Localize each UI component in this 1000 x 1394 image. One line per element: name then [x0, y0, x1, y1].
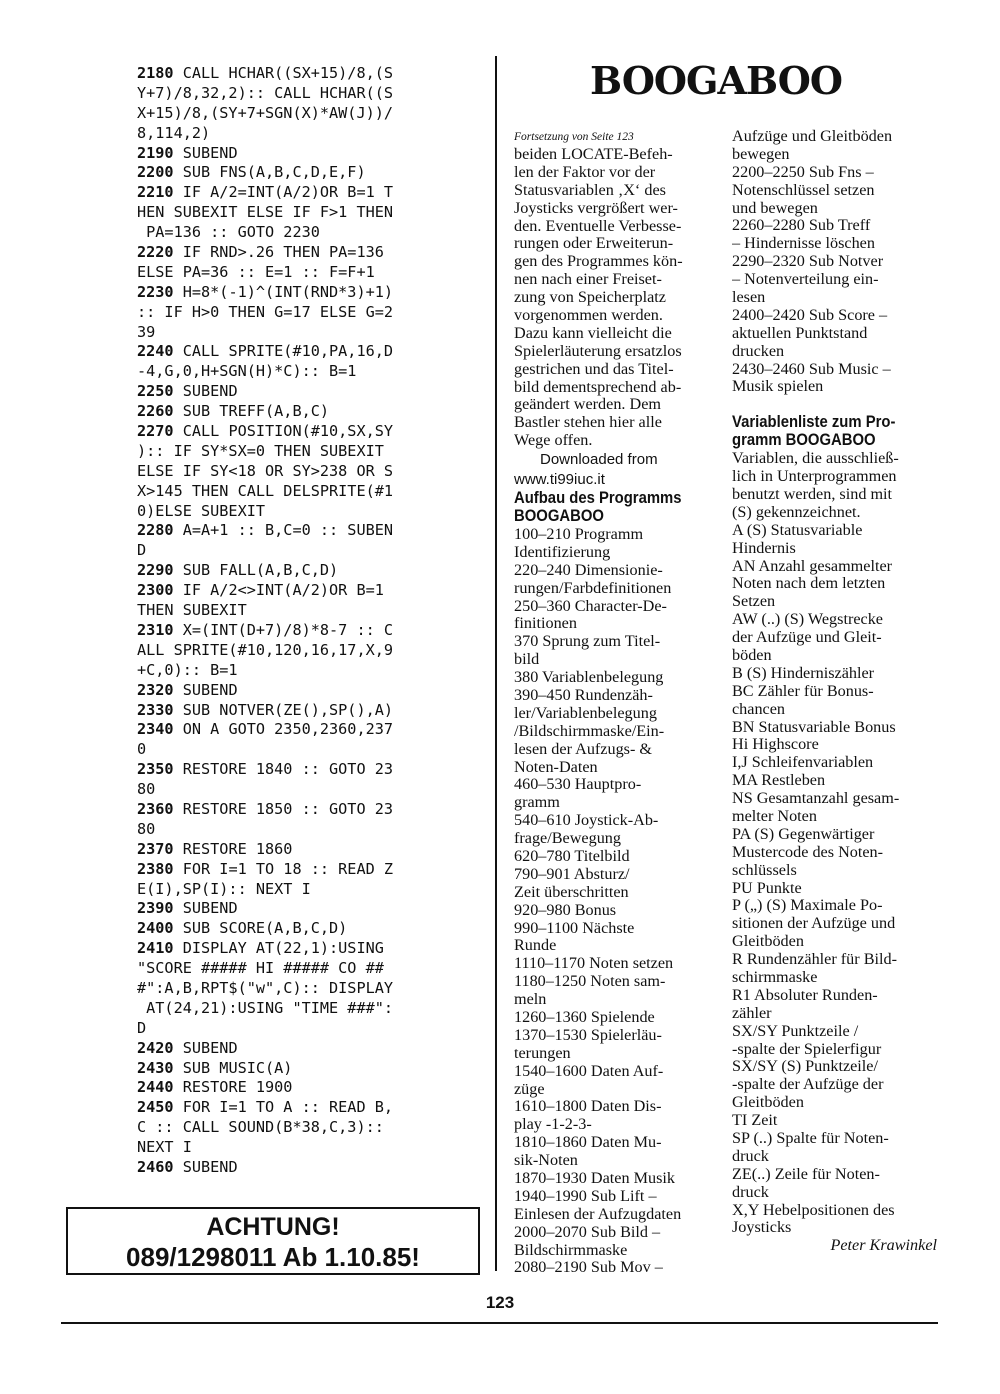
structure-line: 2260–2280 Sub Treff — [732, 217, 871, 235]
listing-line — [137, 860, 483, 880]
structure-line: 2000–2070 Sub Bild – — [514, 1223, 661, 1241]
intro-line: Spielerläuterung ersatzlos — [514, 342, 682, 360]
line-code: X+15)/8,(SY+7+SGN(X)*AW(J))/ — [137, 103, 394, 122]
line-number: 2440 — [137, 1078, 174, 1097]
listing-line — [137, 283, 483, 303]
line-number: 2230 — [137, 282, 174, 301]
intro-line: len der Faktor vor der — [514, 163, 656, 181]
structure-list — [514, 526, 718, 1277]
listing-line — [137, 899, 483, 919]
line-code: :: IF H>0 THEN G=17 ELSE G=2 — [137, 302, 394, 321]
variable-line: zähler — [732, 1004, 772, 1022]
line-number: 2400 — [137, 919, 174, 938]
listing-line — [137, 760, 483, 780]
line-number: 2350 — [137, 760, 174, 779]
structure-line: terungen — [514, 1044, 571, 1062]
line-code: "SCORE ##### HI ##### CO ## — [137, 959, 384, 978]
variable-line: R Rundenzähler für Bild- — [732, 951, 897, 969]
line-number: 2410 — [137, 939, 174, 958]
page-number: 123 — [485, 1293, 515, 1312]
variables-list — [732, 450, 937, 1237]
intro-line: vorgenommen werden. — [514, 307, 663, 325]
structure-line: 2400–2420 Sub Score – — [732, 306, 888, 324]
line-code: NEXT I — [137, 1138, 192, 1157]
structure-line: 1810–1860 Daten Mu- — [514, 1134, 662, 1152]
variable-line: druck — [732, 1183, 769, 1201]
variable-line: Gleitböden — [732, 1094, 804, 1112]
line-code: SUBEND — [173, 1157, 238, 1176]
structure-line: 1180–1250 Noten sam- — [514, 973, 666, 991]
structure-line: ler/Variablenbelegung — [514, 704, 657, 722]
listing-line — [137, 442, 483, 462]
variable-line: lich in Unterprogrammen — [732, 468, 897, 486]
line-code: DISPLAY AT(22,1):USING — [173, 939, 384, 958]
listing-line — [137, 1138, 483, 1158]
line-code: 80 — [137, 819, 156, 838]
variable-line: druck — [732, 1147, 769, 1165]
line-code: SUB MUSIC(A) — [173, 1058, 293, 1077]
listing-line — [137, 581, 483, 601]
line-number: 2390 — [137, 899, 174, 918]
variable-line: Noten nach dem letzten — [732, 575, 886, 593]
variable-line: melter Noten — [732, 807, 817, 825]
listing-line — [137, 183, 483, 203]
variable-line: sitionen der Aufzüge und — [732, 915, 896, 933]
structure-list-continued — [732, 128, 937, 396]
listing-line — [137, 880, 483, 900]
structure-line: 370 Sprung zum Titel- — [514, 633, 661, 651]
line-code: 80 — [137, 780, 156, 799]
intro-line: bild dementsprechend ab- — [514, 378, 682, 396]
structure-line: Identifizierung — [514, 543, 611, 561]
line-code: PA=136 :: GOTO 2230 — [137, 223, 320, 242]
listing-line — [137, 502, 483, 522]
line-code: D — [137, 541, 147, 560]
listing-line — [137, 621, 483, 641]
intro-line: zung von Speicherplatz — [514, 289, 666, 307]
variable-line: A (S) Statusvariable — [732, 521, 863, 539]
article-column-2 — [732, 128, 937, 1255]
intro-line: gen des Programmes kön- — [514, 253, 683, 271]
line-code: C :: CALL SOUND(B*38,C,3):: — [137, 1118, 384, 1137]
download-label: Downloaded from — [540, 451, 658, 469]
intro-line: gestrichen und das Titel- — [514, 360, 674, 378]
line-code: #":A,B,RPT$("w",C):: DISPLAY — [137, 978, 394, 997]
structure-line: Zeit überschritten — [514, 883, 629, 901]
author-signature: Peter Krawinkel — [830, 1236, 937, 1255]
line-code: CALL SPRITE(#10,PA,16,D — [173, 342, 394, 361]
line-number: 2450 — [137, 1098, 174, 1117]
listing-line — [137, 939, 483, 959]
line-code: 8,114,2) — [137, 123, 211, 142]
structure-line: 460–530 Hauptpro- — [514, 776, 642, 794]
variable-line: R1 Absoluter Runden- — [732, 986, 878, 1004]
line-number: 2330 — [137, 700, 174, 719]
structure-line: gramm — [514, 794, 560, 812]
structure-line: Notenschlüssel setzen — [732, 181, 875, 199]
line-code: SUBEND — [173, 680, 238, 699]
variable-line: BN Statusvariable Bonus — [732, 718, 896, 736]
line-code: SUBEND — [173, 143, 238, 162]
listing-line — [137, 641, 483, 661]
variable-line: Hindernis — [732, 539, 796, 557]
structure-line: bild — [514, 651, 540, 669]
line-code: SUBEND — [173, 382, 238, 401]
line-number: 2260 — [137, 402, 174, 421]
listing-line — [137, 840, 483, 860]
structure-line: 250–360 Character-De- — [514, 597, 667, 615]
line-code: X=(INT(D+7)/8)*8-7 :: C — [173, 620, 394, 639]
structure-line: 390–450 Rundenzäh- — [514, 686, 653, 704]
achtung-title: ACHTUNG! — [206, 1213, 340, 1241]
variable-line: B (S) Hinderniszähler — [732, 664, 875, 682]
line-number: 2300 — [137, 581, 174, 600]
line-code: AT(24,21):USING "TIME ###": — [137, 998, 394, 1017]
listing-line — [137, 1019, 483, 1039]
structure-heading-1: Aufbau des Programms — [514, 489, 682, 508]
line-code: 39 — [137, 322, 156, 341]
structure-line: drucken — [732, 342, 785, 360]
line-number: 2460 — [137, 1157, 174, 1176]
listing-line — [137, 323, 483, 343]
listing-line — [137, 1158, 483, 1178]
listing-line — [137, 223, 483, 243]
line-code: Y+7)/8,32,2):: CALL HCHAR((S — [137, 83, 394, 102]
structure-line: 2200–2250 Sub Fns – — [732, 163, 874, 181]
line-code: -4,G,0,H+SGN(H)*C):: B=1 — [137, 362, 357, 381]
listing-line — [137, 561, 483, 581]
variable-line: benutzt werden, sind mit — [732, 485, 893, 503]
structure-line: Aufzüge und Gleitböden — [732, 128, 893, 145]
structure-line: 540–610 Joystick-Ab- — [514, 812, 659, 830]
variable-line: böden — [732, 646, 772, 664]
line-code: CALL HCHAR((SX+15)/8,(S — [173, 64, 394, 82]
listing-line — [137, 1039, 483, 1059]
variable-line: chancen — [732, 700, 786, 718]
structure-line: play -1-2-3- — [514, 1116, 592, 1134]
line-code: SUB FALL(A,B,C,D) — [173, 561, 339, 580]
line-code: HEN SUBEXIT ELSE IF F>1 THEN — [137, 203, 394, 222]
line-code: SUB FNS(A,B,C,D,E,F) — [173, 163, 366, 182]
line-number: 2190 — [137, 143, 174, 162]
line-code: X>145 THEN CALL DELSPRITE(#1 — [137, 481, 394, 500]
line-number: 2420 — [137, 1038, 174, 1057]
achtung-phone: 089/1298011 Ab 1.10.85! — [126, 1242, 420, 1272]
line-code: IF A/2=INT(A/2)OR B=1 T — [173, 183, 394, 202]
line-number: 2380 — [137, 859, 174, 878]
structure-line: 990–1100 Nächste — [514, 919, 635, 937]
variable-line: SP (..) Spalte für Noten- — [732, 1130, 889, 1148]
structure-line: lesen — [732, 289, 766, 307]
line-code: RESTORE 1850 :: GOTO 23 — [173, 799, 394, 818]
variable-line: X,Y Hebelpositionen des — [732, 1201, 895, 1219]
column-divider — [495, 56, 497, 1271]
structure-line: finitionen — [514, 615, 577, 633]
structure-line: /Bildschirmmaske/Ein- — [514, 722, 665, 740]
structure-line: züge — [514, 1080, 545, 1098]
listing-line — [137, 124, 483, 144]
listing-line — [137, 701, 483, 721]
listing-line — [137, 243, 483, 263]
listing-line — [137, 541, 483, 561]
structure-line: 620–780 Titelbild — [514, 847, 630, 865]
structure-line: Bildschirmmaske — [514, 1241, 628, 1259]
variable-line: AW (..) (S) Wegstrecke — [732, 611, 883, 629]
line-code: ALL SPRITE(#10,120,16,17,X,9 — [137, 640, 394, 659]
continued-note: Fortsetzung von Seite 123 — [514, 131, 634, 143]
listing-line — [137, 661, 483, 681]
intro-line: Joysticks vergrößert wer- — [514, 199, 678, 217]
listing-line — [137, 303, 483, 323]
line-code: RESTORE 1900 — [173, 1078, 293, 1097]
structure-line: aktuellen Punktstand — [732, 324, 868, 342]
line-code: ON A GOTO 2350,2360,237 — [173, 720, 394, 739]
structure-line: meln — [514, 991, 547, 1009]
listing-line — [137, 84, 483, 104]
structure-heading-2: BOOGABOO — [514, 507, 604, 526]
article-column-1 — [514, 78, 718, 1277]
variable-line: (S) gekennzeichnet. — [732, 503, 861, 521]
listing-line — [137, 780, 483, 800]
structure-line: lesen der Aufzugs- & — [514, 740, 653, 758]
intro-line: nen nach einer Freiset- — [514, 271, 662, 289]
line-code: H=8*(-1)^(INT(RND*3)+1) — [173, 282, 394, 301]
structure-line: Musik spielen — [732, 378, 824, 396]
listing-line — [137, 820, 483, 840]
line-code: IF RND>.26 THEN PA=136 — [173, 243, 384, 262]
structure-line: sik-Noten — [514, 1152, 578, 1170]
listing-line — [137, 382, 483, 402]
line-number: 2290 — [137, 561, 174, 580]
line-code: ELSE PA=36 :: E=1 :: F=F+1 — [137, 262, 375, 281]
line-code: 0 — [137, 740, 147, 759]
line-code: +C,0):: B=1 — [137, 660, 238, 679]
structure-line: 2290–2320 Sub Notver — [732, 253, 884, 271]
listing-line — [137, 64, 483, 84]
structure-line: Runde — [514, 937, 557, 955]
structure-line: – Notenverteilung ein- — [732, 271, 879, 289]
structure-line: 790–901 Absturz/ — [514, 865, 630, 883]
line-code: RESTORE 1860 — [173, 839, 293, 858]
listing-line — [137, 362, 483, 382]
structure-line: 1260–1360 Spielende — [514, 1009, 655, 1026]
listing-line — [137, 422, 483, 442]
line-number: 2220 — [137, 243, 174, 262]
line-number: 2270 — [137, 422, 174, 441]
variable-line: schlüssels — [732, 861, 797, 879]
listing-line — [137, 144, 483, 164]
line-code: IF A/2<>INT(A/2)OR B=1 — [173, 581, 384, 600]
listing-line — [137, 163, 483, 183]
line-code: SUBEND — [173, 899, 238, 918]
line-code: D — [137, 1018, 147, 1037]
structure-line: 2430–2460 Sub Music – — [732, 360, 891, 378]
intro-paragraph — [514, 146, 718, 450]
structure-line: 1940–1990 Sub Lift – — [514, 1187, 657, 1205]
line-code: FOR I=1 TO A :: READ B, — [173, 1098, 394, 1117]
structure-line: frage/Bewegung — [514, 830, 621, 848]
variable-line: -spalte der Aufzüge der — [732, 1076, 884, 1094]
variable-line: ZE(..) Zeile für Noten- — [732, 1165, 880, 1183]
variable-line: der Aufzüge und Gleit- — [732, 629, 882, 647]
listing-line — [137, 203, 483, 223]
variables-heading-2: gramm BOOGABOO — [732, 431, 876, 450]
structure-line: rungen/Farbdefinitionen — [514, 579, 672, 597]
structure-line: Einlesen der Aufzugdaten — [514, 1205, 682, 1223]
variable-line: SX/SY Punktzeile / — [732, 1022, 859, 1040]
variable-line: AN Anzahl gesammelter — [732, 557, 893, 575]
variable-line: PA (S) Gegenwärtiger — [732, 825, 875, 843]
listing-line — [137, 999, 483, 1019]
intro-line: Dazu kann vielleicht die — [514, 324, 672, 342]
listing-line — [137, 402, 483, 422]
variable-line: Hi Highscore — [732, 736, 819, 754]
line-code: RESTORE 1840 :: GOTO 23 — [173, 760, 394, 779]
line-code: ):: IF SY*SX=0 THEN SUBEXIT — [137, 441, 384, 460]
variables-heading-1: Variablenliste zum Pro- — [732, 413, 896, 432]
line-code: SUB NOTVER(ZE(),SP(),A) — [173, 700, 394, 719]
listing-line — [137, 1118, 483, 1138]
variable-line: MA Restleben — [732, 772, 826, 790]
line-number: 2360 — [137, 799, 174, 818]
variable-line: Variablen, die ausschließ- — [732, 450, 899, 468]
structure-line: Noten-Daten — [514, 758, 598, 776]
intro-line: den. Eventuelle Verbesse- — [514, 217, 682, 235]
download-note — [514, 450, 718, 490]
intro-line: Wege offen. — [514, 432, 593, 450]
intro-line: Statusvariablen ‚X‘ des — [514, 181, 666, 199]
line-code: E(I),SP(I):: NEXT I — [137, 879, 311, 898]
line-code: SUBEND — [173, 1038, 238, 1057]
structure-line: 1370–1530 Spielerläu- — [514, 1026, 662, 1044]
structure-line: 920–980 Bonus — [514, 901, 617, 919]
line-number: 2210 — [137, 183, 174, 202]
listing-line — [137, 720, 483, 740]
line-number: 2320 — [137, 680, 174, 699]
structure-line: – Hindernisse löschen — [732, 235, 875, 253]
variable-line: BC Zähler für Bonus- — [732, 682, 874, 700]
line-code: 0)ELSE SUBEXIT — [137, 501, 266, 520]
line-number: 2370 — [137, 839, 174, 858]
variable-line: Gleitböden — [732, 933, 804, 951]
intro-line: geändert werden. Dem — [514, 396, 661, 414]
line-code: THEN SUBEXIT — [137, 601, 247, 620]
listing-line — [137, 104, 483, 124]
listing-line — [137, 959, 483, 979]
variable-line: Setzen — [732, 593, 776, 611]
line-number: 2240 — [137, 342, 174, 361]
structure-line: bewegen — [732, 145, 790, 163]
listing-line — [137, 1098, 483, 1118]
listing-line — [137, 521, 483, 541]
intro-line: beiden LOCATE-Befeh- — [514, 146, 673, 163]
structure-line: 1610–1800 Daten Dis- — [514, 1098, 662, 1116]
structure-line: 100–210 Programm — [514, 525, 644, 543]
listing-line — [137, 601, 483, 621]
achtung-box — [66, 1207, 480, 1275]
article-title: BOOGABOO — [590, 58, 842, 103]
download-url[interactable]: www.ti99iuc.it — [514, 471, 605, 489]
listing-line — [137, 462, 483, 482]
structure-line: 1540–1600 Daten Auf- — [514, 1062, 664, 1080]
listing-line — [137, 979, 483, 999]
listing-line — [137, 1078, 483, 1098]
program-listing — [137, 64, 483, 1178]
line-code: CALL POSITION(#10,SX,SY — [173, 422, 394, 441]
listing-line — [137, 1059, 483, 1079]
line-number: 2280 — [137, 521, 174, 540]
listing-line — [137, 919, 483, 939]
line-code: SUB TREFF(A,B,C) — [173, 402, 330, 421]
intro-line: Bastler stehen hier alle — [514, 414, 662, 432]
structure-line: 220–240 Dimensionie- — [514, 561, 663, 579]
line-number: 2200 — [137, 163, 174, 182]
variable-line: Joysticks — [732, 1219, 792, 1237]
line-code: FOR I=1 TO 18 :: READ Z — [173, 859, 394, 878]
listing-line — [137, 800, 483, 820]
structure-line: 2080–2190 Sub Mov – — [514, 1259, 663, 1277]
line-code: SUB SCORE(A,B,C,D) — [173, 919, 348, 938]
line-number: 2340 — [137, 720, 174, 739]
variable-line: -spalte der Spielerfigur — [732, 1040, 882, 1058]
listing-line — [137, 482, 483, 502]
structure-line: 1110–1170 Noten setzen — [514, 955, 674, 973]
structure-line: und bewegen — [732, 199, 818, 217]
footer-rule — [61, 1322, 938, 1324]
line-code: ELSE IF SY<18 OR SY>238 OR S — [137, 461, 394, 480]
line-number: 2180 — [137, 64, 174, 82]
variable-line: P („) (S) Maximale Po- — [732, 897, 883, 915]
line-number: 2310 — [137, 620, 174, 639]
listing-line — [137, 342, 483, 362]
line-code: A=A+1 :: B,C=0 :: SUBEN — [173, 521, 394, 540]
listing-line — [137, 740, 483, 760]
intro-line: rungen oder Erweiterun- — [514, 235, 674, 253]
variable-line: Mustercode des Noten- — [732, 843, 884, 861]
variable-line: PU Punkte — [732, 879, 802, 897]
line-number: 2430 — [137, 1058, 174, 1077]
variable-line: SX/SY (S) Punktzeile/ — [732, 1058, 878, 1076]
structure-line: 380 Variablenbelegung — [514, 669, 664, 687]
variable-line: NS Gesamtanzahl gesam- — [732, 790, 900, 808]
listing-line — [137, 681, 483, 701]
line-number: 2250 — [137, 382, 174, 401]
variable-line: TI Zeit — [732, 1112, 778, 1130]
variable-line: schirmmaske — [732, 969, 818, 986]
variable-line: I,J Schleifenvariablen — [732, 754, 874, 772]
listing-line — [137, 263, 483, 283]
structure-line: 1870–1930 Daten Musik — [514, 1170, 675, 1188]
